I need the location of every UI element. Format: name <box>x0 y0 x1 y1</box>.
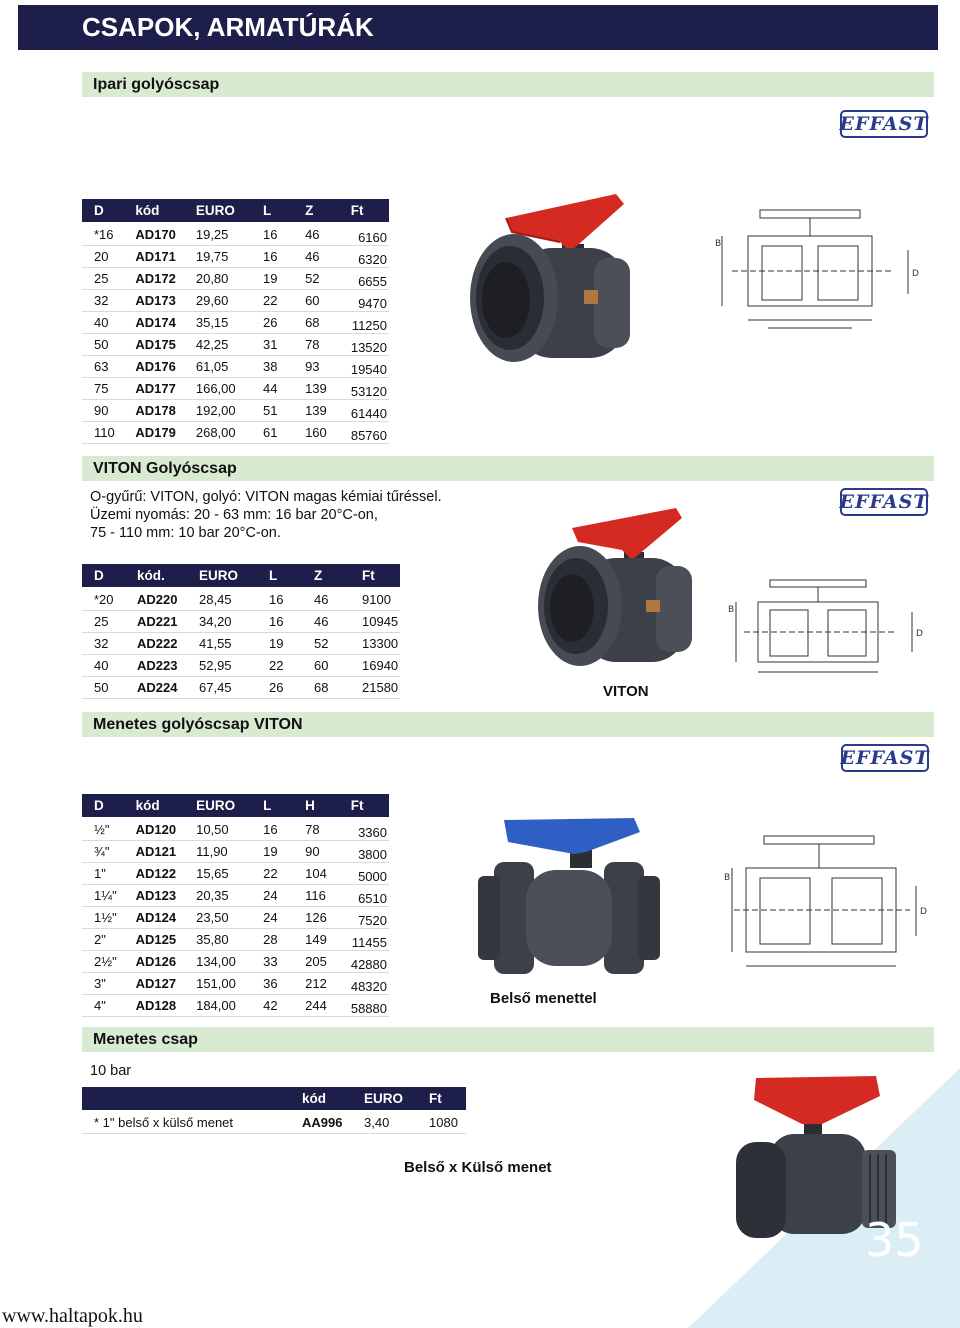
table-cell: AD175 <box>123 334 183 356</box>
table-cell: 212 <box>293 973 339 995</box>
table-cell: 16 <box>257 587 302 611</box>
table-cell: AD176 <box>123 356 183 378</box>
column-header: kód <box>290 1087 352 1110</box>
table-cell: 20 <box>82 246 123 268</box>
table-cell: 90 <box>293 841 339 863</box>
table-cell: 26 <box>257 677 302 699</box>
table-cell: 19 <box>251 268 293 290</box>
table-cell: 104 <box>293 863 339 885</box>
footer-url[interactable]: www.haltapok.hu <box>2 1305 143 1327</box>
table-cell: 52 <box>293 268 339 290</box>
svg-text:B: B <box>724 873 731 883</box>
table-cell: AD172 <box>123 268 183 290</box>
column-header: Ft <box>339 199 389 222</box>
table-row <box>82 929 389 951</box>
table-cell: 29,60 <box>184 290 251 312</box>
table-row <box>82 973 389 995</box>
table-cell: 78 <box>293 334 339 356</box>
table-row <box>82 677 400 699</box>
table-cell: 139 <box>293 400 339 422</box>
product-table-menetes <box>82 794 389 1017</box>
table-cell: 10945 <box>350 611 400 633</box>
table-cell: 22 <box>257 655 302 677</box>
column-header: Z <box>302 564 350 587</box>
table-cell: 75 <box>82 378 123 400</box>
table-cell: AA996 <box>290 1110 352 1134</box>
table-cell: 13520 <box>339 334 389 356</box>
table-cell: 6160 <box>339 222 389 246</box>
section-heading-ipari: Ipari golyóscsap <box>82 72 934 97</box>
svg-text:B: B <box>728 605 735 615</box>
table-cell: 192,00 <box>184 400 251 422</box>
column-header: kód <box>123 199 183 222</box>
table-cell: AD121 <box>124 841 184 863</box>
table-cell: 34,20 <box>187 611 257 633</box>
table-cell: 63 <box>82 356 123 378</box>
table-row <box>82 655 400 677</box>
threaded-ball-valve-photo <box>474 812 664 982</box>
section-heading-menetes-golyoscsap: Menetes golyóscsap VITON <box>82 712 934 737</box>
pressure-rating: 10 bar <box>90 1063 132 1079</box>
table-row <box>82 400 389 422</box>
table-header-row <box>82 794 389 817</box>
table-cell: 44 <box>251 378 293 400</box>
table-cell: 61 <box>251 422 293 444</box>
table-cell: 78 <box>293 817 339 841</box>
image-caption: Belső x Külső menet <box>404 1159 552 1176</box>
table-cell: AD128 <box>124 995 184 1017</box>
table-cell: AD179 <box>123 422 183 444</box>
table-cell: 46 <box>293 222 339 246</box>
table-cell: 33 <box>251 951 293 973</box>
table-cell: 46 <box>302 611 350 633</box>
product-table-viton <box>82 564 400 699</box>
table-row <box>82 611 400 633</box>
table-cell: 67,45 <box>187 677 257 699</box>
table-row <box>82 995 389 1017</box>
table-cell: ½" <box>82 817 124 841</box>
effast-logo: EFFAST <box>841 744 929 772</box>
table-cell: 2" <box>82 929 124 951</box>
table-cell: 24 <box>251 885 293 907</box>
table-cell: 1¼" <box>82 885 124 907</box>
column-header: H <box>293 794 339 817</box>
table-row <box>82 951 389 973</box>
table-cell: 16 <box>251 246 293 268</box>
table-cell: 3360 <box>339 817 389 841</box>
table-cell: 28,45 <box>187 587 257 611</box>
ball-valve-photo <box>536 502 702 682</box>
column-header <box>82 1087 290 1110</box>
description-line: O-gyűrű: VITON, golyó: VITON magas kémiai tűréssel. <box>90 489 442 505</box>
table-cell: 61,05 <box>184 356 251 378</box>
table-cell: 22 <box>251 290 293 312</box>
column-header: D <box>82 199 123 222</box>
table-row <box>82 246 389 268</box>
table-cell: 40 <box>82 655 125 677</box>
table-row <box>82 290 389 312</box>
section-heading-viton: VITON Golyóscsap <box>82 456 934 481</box>
table-cell: 23,50 <box>184 907 251 929</box>
ball-valve-photo <box>466 188 642 378</box>
column-header: L <box>251 199 293 222</box>
table-cell: AD125 <box>124 929 184 951</box>
table-cell: 1" <box>82 863 124 885</box>
product-table-menetes-csap <box>82 1087 466 1134</box>
table-cell: 51 <box>251 400 293 422</box>
table-cell: 19,75 <box>184 246 251 268</box>
table-row <box>82 633 400 655</box>
table-cell: AD123 <box>124 885 184 907</box>
table-header-row <box>82 1087 466 1110</box>
table-cell: 25 <box>82 268 123 290</box>
table-cell: 42880 <box>339 951 389 973</box>
table-cell: 21580 <box>350 677 400 699</box>
table-cell: 3800 <box>339 841 389 863</box>
table-cell: 60 <box>293 290 339 312</box>
table-cell: 32 <box>82 290 123 312</box>
table-cell: 46 <box>302 587 350 611</box>
table-row <box>82 422 389 444</box>
table-cell: ¾" <box>82 841 124 863</box>
table-cell: 24 <box>251 907 293 929</box>
table-cell: AD126 <box>124 951 184 973</box>
table-cell: * 1" belső x külső menet <box>82 1110 290 1134</box>
table-cell: 52,95 <box>187 655 257 677</box>
column-header: L <box>251 794 293 817</box>
table-cell: 151,00 <box>184 973 251 995</box>
table-header-row <box>82 564 400 587</box>
image-caption: Belső menettel <box>490 990 597 1007</box>
table-cell: 134,00 <box>184 951 251 973</box>
table-cell: 6320 <box>339 246 389 268</box>
column-header: kód. <box>125 564 187 587</box>
table-row <box>82 841 389 863</box>
table-cell: 16 <box>251 222 293 246</box>
table-cell: AD224 <box>125 677 187 699</box>
table-cell: 41,55 <box>187 633 257 655</box>
table-cell: 35,15 <box>184 312 251 334</box>
table-cell: 184,00 <box>184 995 251 1017</box>
table-cell: 25 <box>82 611 125 633</box>
table-cell: 11250 <box>339 312 389 334</box>
table-cell: 166,00 <box>184 378 251 400</box>
table-cell: 36 <box>251 973 293 995</box>
table-cell: 26 <box>251 312 293 334</box>
technical-drawing <box>726 572 930 684</box>
table-cell: 46 <box>293 246 339 268</box>
table-row <box>82 907 389 929</box>
table-cell: 48320 <box>339 973 389 995</box>
table-cell: 160 <box>293 422 339 444</box>
table-cell: AD171 <box>123 246 183 268</box>
table-row <box>82 334 389 356</box>
table-row <box>82 885 389 907</box>
table-cell: AD124 <box>124 907 184 929</box>
table-row <box>82 268 389 290</box>
table-cell: 11,90 <box>184 841 251 863</box>
table-row <box>82 356 389 378</box>
column-header: Ft <box>417 1087 466 1110</box>
table-cell: 61440 <box>339 400 389 422</box>
section-heading-menetes-csap: Menetes csap <box>82 1027 934 1052</box>
table-cell: 205 <box>293 951 339 973</box>
table-cell: 4" <box>82 995 124 1017</box>
table-cell: AD178 <box>123 400 183 422</box>
table-row <box>82 863 389 885</box>
table-cell: *20 <box>82 587 125 611</box>
table-cell: 139 <box>293 378 339 400</box>
table-cell: 35,80 <box>184 929 251 951</box>
table-cell: AD173 <box>123 290 183 312</box>
table-cell: 3" <box>82 973 124 995</box>
description-line: 75 - 110 mm: 10 bar 20°C-on. <box>90 525 281 541</box>
table-row <box>82 312 389 334</box>
table-cell: 19540 <box>339 356 389 378</box>
table-cell: 68 <box>302 677 350 699</box>
table-row <box>82 222 389 246</box>
table-row <box>82 587 400 611</box>
table-cell: 149 <box>293 929 339 951</box>
table-cell: 28 <box>251 929 293 951</box>
table-cell: 42 <box>251 995 293 1017</box>
effast-logo: EFFAST <box>840 110 928 138</box>
column-header: Z <box>293 199 339 222</box>
table-cell: AD221 <box>125 611 187 633</box>
table-row <box>82 1110 466 1134</box>
table-cell: AD120 <box>124 817 184 841</box>
table-cell: 90 <box>82 400 123 422</box>
table-cell: 40 <box>82 312 123 334</box>
column-header: EURO <box>187 564 257 587</box>
table-cell: 52 <box>302 633 350 655</box>
table-cell: AD170 <box>123 222 183 246</box>
column-header: D <box>82 794 124 817</box>
column-header: kód <box>124 794 184 817</box>
page-title: CSAPOK, ARMATÚRÁK <box>18 5 938 50</box>
table-cell: AD223 <box>125 655 187 677</box>
table-cell: 7520 <box>339 907 389 929</box>
table-cell: AD174 <box>123 312 183 334</box>
table-cell: 20,35 <box>184 885 251 907</box>
table-header-row <box>82 199 389 222</box>
table-cell: 116 <box>293 885 339 907</box>
table-cell: 68 <box>293 312 339 334</box>
table-cell: AD220 <box>125 587 187 611</box>
table-cell: 42,25 <box>184 334 251 356</box>
table-cell: 16 <box>257 611 302 633</box>
table-cell: 244 <box>293 995 339 1017</box>
table-cell: 110 <box>82 422 123 444</box>
svg-text:B: B <box>715 239 722 249</box>
table-cell: 19,25 <box>184 222 251 246</box>
table-cell: 85760 <box>339 422 389 444</box>
column-header: L <box>257 564 302 587</box>
column-header: Ft <box>350 564 400 587</box>
table-cell: 16940 <box>350 655 400 677</box>
effast-logo: EFFAST <box>840 488 928 516</box>
table-cell: 60 <box>302 655 350 677</box>
page-number: 35 <box>865 1213 924 1267</box>
table-cell: 1080 <box>417 1110 466 1134</box>
table-cell: 9470 <box>339 290 389 312</box>
column-header: D <box>82 564 125 587</box>
table-cell: 6655 <box>339 268 389 290</box>
table-cell: 38 <box>251 356 293 378</box>
table-row <box>82 378 389 400</box>
column-header: EURO <box>184 199 251 222</box>
description-line: Üzemi nyomás: 20 - 63 mm: 16 bar 20°C-on, <box>90 507 378 523</box>
table-cell: 5000 <box>339 863 389 885</box>
column-header: Ft <box>339 794 389 817</box>
table-cell: 6510 <box>339 885 389 907</box>
viton-description <box>90 488 442 542</box>
table-cell: 16 <box>251 817 293 841</box>
product-table-ipari <box>82 199 389 444</box>
table-cell: AD127 <box>124 973 184 995</box>
table-cell: 15,65 <box>184 863 251 885</box>
table-cell: 9100 <box>350 587 400 611</box>
table-cell: 3,40 <box>352 1110 417 1134</box>
table-cell: AD222 <box>125 633 187 655</box>
table-cell: AD122 <box>124 863 184 885</box>
table-cell: 93 <box>293 356 339 378</box>
table-cell: 22 <box>251 863 293 885</box>
table-cell: 50 <box>82 334 123 356</box>
table-cell: 13300 <box>350 633 400 655</box>
table-cell: 32 <box>82 633 125 655</box>
table-cell: 2½" <box>82 951 124 973</box>
table-cell: AD177 <box>123 378 183 400</box>
technical-drawing <box>712 196 928 336</box>
technical-drawing <box>724 826 930 982</box>
table-cell: 11455 <box>339 929 389 951</box>
table-cell: 10,50 <box>184 817 251 841</box>
svg-text:D: D <box>916 629 923 639</box>
table-cell: 268,00 <box>184 422 251 444</box>
svg-text:D: D <box>912 269 919 279</box>
table-cell: 53120 <box>339 378 389 400</box>
table-row <box>82 817 389 841</box>
image-caption: VITON <box>603 683 649 700</box>
svg-text:D: D <box>920 907 927 917</box>
table-cell: 1½" <box>82 907 124 929</box>
table-cell: 20,80 <box>184 268 251 290</box>
table-cell: *16 <box>82 222 123 246</box>
column-header: EURO <box>184 794 251 817</box>
table-cell: 58880 <box>339 995 389 1017</box>
table-cell: 31 <box>251 334 293 356</box>
table-cell: 126 <box>293 907 339 929</box>
table-cell: 19 <box>251 841 293 863</box>
table-cell: 19 <box>257 633 302 655</box>
column-header: EURO <box>352 1087 417 1110</box>
table-cell: 50 <box>82 677 125 699</box>
